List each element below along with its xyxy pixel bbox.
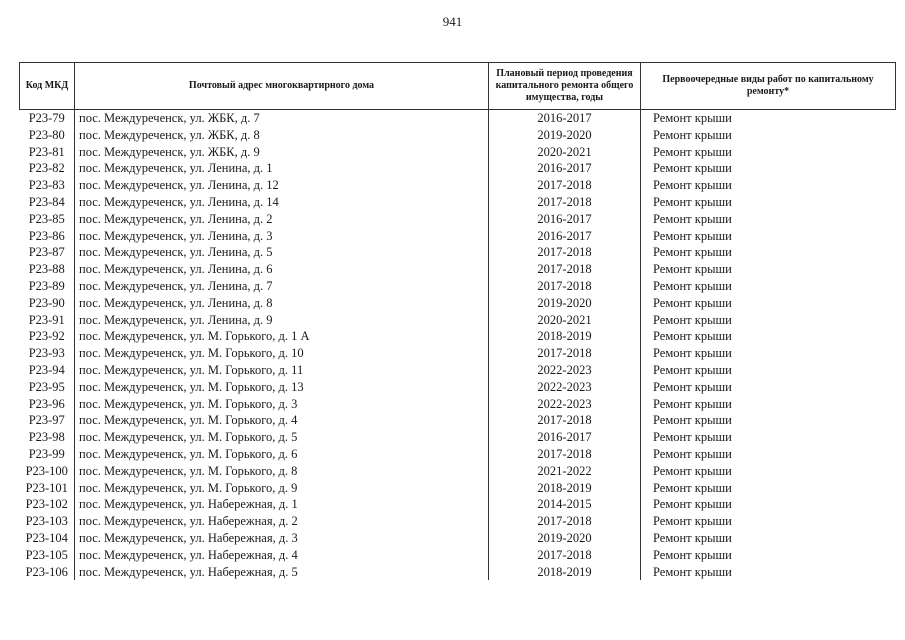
cell-period: 2019-2020: [489, 530, 641, 547]
cell-period: 2016-2017: [489, 110, 641, 127]
cell-period: 2021-2022: [489, 463, 641, 480]
cell-code: P23-80: [28, 127, 65, 142]
table-row: [20, 110, 896, 127]
table-row: [20, 362, 896, 379]
cell-period: 2017-2018: [489, 278, 641, 295]
table-row: [20, 564, 896, 581]
cell-code: P23-79: [28, 111, 65, 125]
cell-work: Ремонт крыши: [641, 127, 896, 144]
cell-address: пос. Междуреченск, ул. М. Горького, д. 1 А: [75, 328, 489, 345]
cell-code: P23-103: [25, 514, 68, 529]
table-row: [20, 328, 896, 345]
cell-work: Ремонт крыши: [641, 530, 896, 547]
cell-code: P23-102: [25, 497, 68, 512]
header-code: Код МКД: [20, 63, 75, 110]
cell-period: 2017-2018: [489, 547, 641, 564]
cell-code: P23-106: [25, 564, 68, 579]
table-row: [20, 379, 896, 396]
cell-period: 2018-2019: [489, 480, 641, 497]
cell-address: пос. Междуреченск, ул. Ленина, д. 9: [75, 312, 489, 329]
cell-code: P23-105: [25, 547, 68, 562]
table-row: [20, 345, 896, 362]
table-row: [20, 244, 896, 261]
capital-repair-table: [19, 62, 896, 580]
table-row: [20, 412, 896, 429]
cell-address: пос. Междуреченск, ул. М. Горького, д. 3: [75, 396, 489, 413]
cell-work: Ремонт крыши: [641, 446, 896, 463]
cell-address: пос. Междуреченск, ул. Ленина, д. 5: [75, 244, 489, 261]
table-row: [20, 144, 896, 161]
cell-code: P23-82: [28, 161, 65, 176]
table-row: [20, 513, 896, 530]
cell-code: P23-86: [28, 228, 65, 243]
table-row: [20, 177, 896, 194]
table-row: [20, 312, 896, 329]
cell-work: Ремонт крыши: [641, 211, 896, 228]
cell-code: P23-96: [28, 396, 65, 411]
cell-work: Ремонт крыши: [641, 362, 896, 379]
cell-work: Ремонт крыши: [641, 463, 896, 480]
cell-address: пос. Междуреченск, ул. ЖБК, д. 7: [75, 110, 489, 127]
cell-period: 2022-2023: [489, 362, 641, 379]
table-row: [20, 194, 896, 211]
table-row: [20, 127, 896, 144]
cell-code: P23-93: [28, 346, 65, 361]
table-row: [20, 429, 896, 446]
table-row: [20, 295, 896, 312]
cell-work: Ремонт крыши: [641, 429, 896, 446]
cell-code: P23-89: [28, 278, 65, 293]
cell-address: пос. Междуреченск, ул. М. Горького, д. 4: [75, 412, 489, 429]
cell-work: Ремонт крыши: [641, 278, 896, 295]
cell-work: Ремонт крыши: [641, 194, 896, 211]
cell-address: пос. Междуреченск, ул. Набережная, д. 3: [75, 530, 489, 547]
table-row: [20, 278, 896, 295]
cell-code: P23-92: [28, 329, 65, 344]
cell-code: P23-95: [28, 379, 65, 394]
cell-code: P23-94: [28, 362, 65, 377]
table-row: [20, 160, 896, 177]
cell-address: пос. Междуреченск, ул. Ленина, д. 14: [75, 194, 489, 211]
cell-period: 2017-2018: [489, 412, 641, 429]
table-row: [20, 530, 896, 547]
cell-work: Ремонт крыши: [641, 244, 896, 261]
cell-code: P23-104: [25, 530, 68, 545]
header-address: Почтовый адрес многоквартирного дома: [75, 63, 489, 110]
cell-period: 2017-2018: [489, 244, 641, 261]
cell-code: P23-88: [28, 262, 65, 277]
cell-work: Ремонт крыши: [641, 228, 896, 245]
cell-code: P23-98: [28, 430, 65, 445]
cell-period: 2019-2020: [489, 127, 641, 144]
cell-address: пос. Междуреченск, ул. М. Горького, д. 5: [75, 429, 489, 446]
cell-address: пос. Междуреченск, ул. Ленина, д. 12: [75, 177, 489, 194]
table-row: [20, 463, 896, 480]
cell-period: 2017-2018: [489, 177, 641, 194]
cell-work: Ремонт крыши: [641, 261, 896, 278]
table-row: [20, 446, 896, 463]
cell-address: пос. Междуреченск, ул. ЖБК, д. 8: [75, 127, 489, 144]
cell-period: 2020-2021: [489, 144, 641, 161]
cell-address: пос. Междуреченск, ул. М. Горького, д. 10: [75, 345, 489, 362]
cell-work: Ремонт крыши: [641, 379, 896, 396]
cell-period: 2020-2021: [489, 312, 641, 329]
cell-work: Ремонт крыши: [641, 564, 896, 581]
cell-address: пос. Междуреченск, ул. М. Горького, д. 13: [75, 379, 489, 396]
table-row: [20, 211, 896, 228]
header-works: Первоочередные виды работ по капитальному ремонту*: [641, 63, 896, 110]
cell-period: 2016-2017: [489, 211, 641, 228]
cell-period: 2016-2017: [489, 160, 641, 177]
cell-code: P23-87: [28, 245, 65, 260]
cell-address: пос. Междуреченск, ул. М. Горького, д. 8: [75, 463, 489, 480]
table-row: [20, 496, 896, 513]
cell-work: Ремонт крыши: [641, 513, 896, 530]
cell-period: 2022-2023: [489, 379, 641, 396]
cell-work: Ремонт крыши: [641, 312, 896, 329]
cell-work: Ремонт крыши: [641, 295, 896, 312]
cell-address: пос. Междуреченск, ул. Ленина, д. 8: [75, 295, 489, 312]
cell-address: пос. Междуреченск, ул. М. Горького, д. 9: [75, 480, 489, 497]
cell-period: 2014-2015: [489, 496, 641, 513]
cell-address: пос. Междуреченск, ул. М. Горького, д. 11: [75, 362, 489, 379]
cell-work: Ремонт крыши: [641, 160, 896, 177]
cell-address: пос. Междуреченск, ул. Ленина, д. 2: [75, 211, 489, 228]
cell-address: пос. Междуреченск, ул. Ленина, д. 7: [75, 278, 489, 295]
table-row: [20, 480, 896, 497]
cell-code: P23-83: [28, 178, 65, 193]
cell-period: 2017-2018: [489, 446, 641, 463]
cell-work: Ремонт крыши: [641, 496, 896, 513]
table-row: [20, 547, 896, 564]
table-body: [20, 110, 896, 581]
cell-period: 2018-2019: [489, 328, 641, 345]
cell-work: Ремонт крыши: [641, 110, 896, 127]
table-header: [20, 63, 896, 110]
table-row: [20, 228, 896, 245]
cell-work: Ремонт крыши: [641, 547, 896, 564]
cell-address: пос. Междуреченск, ул. Набережная, д. 2: [75, 513, 489, 530]
cell-period: 2018-2019: [489, 564, 641, 581]
cell-period: 2016-2017: [489, 429, 641, 446]
cell-code: P23-97: [28, 413, 65, 428]
cell-address: пос. Междуреченск, ул. М. Горького, д. 6: [75, 446, 489, 463]
table-row: [20, 396, 896, 413]
cell-work: Ремонт крыши: [641, 396, 896, 413]
cell-period: 2019-2020: [489, 295, 641, 312]
cell-address: пос. Междуреченск, ул. ЖБК, д. 9: [75, 144, 489, 161]
cell-work: Ремонт крыши: [641, 480, 896, 497]
cell-work: Ремонт крыши: [641, 144, 896, 161]
cell-address: пос. Междуреченск, ул. Набережная, д. 5: [75, 564, 489, 581]
cell-code: P23-90: [28, 295, 65, 310]
cell-work: Ремонт крыши: [641, 328, 896, 345]
cell-code: P23-100: [25, 463, 68, 478]
cell-work: Ремонт крыши: [641, 177, 896, 194]
cell-work: Ремонт крыши: [641, 345, 896, 362]
header-row: [20, 63, 896, 110]
page-number: 941: [442, 14, 463, 29]
cell-address: пос. Междуреченск, ул. Ленина, д. 3: [75, 228, 489, 245]
header-period: Плановый период проведения капитального ремонта общего имущества, годы: [489, 63, 641, 110]
cell-period: 2017-2018: [489, 513, 641, 530]
cell-period: 2017-2018: [489, 194, 641, 211]
cell-code: P23-84: [28, 194, 65, 209]
cell-code: P23-91: [28, 312, 65, 327]
cell-code: P23-85: [28, 211, 65, 226]
cell-code: P23-81: [28, 144, 65, 159]
table-row: [20, 261, 896, 278]
cell-period: 2022-2023: [489, 396, 641, 413]
cell-period: 2016-2017: [489, 228, 641, 245]
cell-address: пос. Междуреченск, ул. Набережная, д. 4: [75, 547, 489, 564]
cell-code: P23-101: [25, 480, 68, 495]
cell-address: пос. Междуреченск, ул. Набережная, д. 1: [75, 496, 489, 513]
cell-period: 2017-2018: [489, 261, 641, 278]
cell-code: P23-99: [28, 446, 65, 461]
cell-address: пос. Междуреченск, ул. Ленина, д. 6: [75, 261, 489, 278]
cell-address: пос. Междуреченск, ул. Ленина, д. 1: [75, 160, 489, 177]
cell-period: 2017-2018: [489, 345, 641, 362]
cell-work: Ремонт крыши: [641, 412, 896, 429]
